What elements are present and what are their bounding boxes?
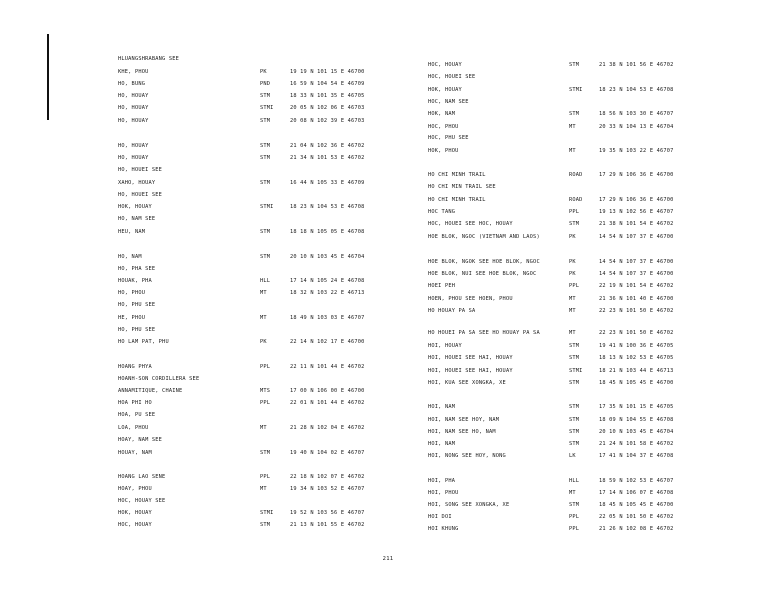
- feature-code: MT: [260, 315, 267, 321]
- entry-name: HO CHI MINH TRAIL: [428, 197, 486, 203]
- entry-name: ANNAMITIQUE, CHAINE: [118, 388, 183, 394]
- feature-code: STM: [260, 180, 271, 186]
- entry-name: HO, HOUEI SEE: [118, 192, 163, 198]
- coordinates: 18 32 N 103 22 E 46713: [290, 290, 365, 296]
- feature-code: PND: [260, 81, 271, 87]
- entry-name: HO, PHA SEE: [118, 266, 156, 272]
- feature-code: STM: [260, 155, 271, 161]
- entry-name: HOK, HOUAY: [118, 510, 152, 516]
- feature-code: STM: [260, 118, 271, 124]
- feature-code: STMI: [569, 368, 583, 374]
- coordinates: 20 10 N 103 45 E 46704: [599, 429, 674, 435]
- coordinates: 21 38 N 101 56 E 46702: [599, 62, 674, 68]
- entry-name: HO, HOUAY: [118, 93, 149, 99]
- coordinates: 22 11 N 101 44 E 46702: [290, 364, 365, 370]
- coordinates: 17 35 N 101 15 E 46705: [599, 404, 674, 410]
- feature-code: STM: [260, 93, 271, 99]
- coordinates: 17 00 N 106 00 E 46700: [290, 388, 365, 394]
- feature-code: STM: [569, 441, 580, 447]
- coordinates: 18 13 N 102 53 E 46705: [599, 355, 674, 361]
- coordinates: 21 28 N 102 04 E 46702: [290, 425, 365, 431]
- feature-code: MT: [260, 486, 267, 492]
- feature-code: STM: [569, 355, 580, 361]
- entry-name: HOANG PHYA: [118, 364, 152, 370]
- coordinates: 22 14 N 102 17 E 46700: [290, 339, 365, 345]
- feature-code: PPL: [260, 364, 271, 370]
- coordinates: 17 14 N 106 07 E 46708: [599, 490, 674, 496]
- entry-name: HO, HOUEI SEE: [118, 167, 163, 173]
- feature-code: PK: [569, 234, 576, 240]
- coordinates: 18 23 N 104 53 E 46708: [290, 204, 365, 210]
- entry-name: HLUANGSHRABANG SEE: [118, 56, 180, 62]
- feature-code: ROAD: [569, 172, 583, 178]
- entry-name: HO CHI MINH TRAIL: [428, 172, 486, 178]
- entry-name: HOI DOI: [428, 514, 452, 520]
- coordinates: 17 29 N 106 36 E 46700: [599, 197, 674, 203]
- coordinates: 17 14 N 105 24 E 46708: [290, 278, 365, 284]
- entry-name: HOANG LAO SENE: [118, 474, 166, 480]
- entry-name: HOE BLOK, NGOK SEE HOE BLOK, NGOC: [428, 259, 540, 265]
- coordinates: 19 13 N 102 56 E 46707: [599, 209, 674, 215]
- coordinates: 22 19 N 101 54 E 46702: [599, 283, 674, 289]
- entry-name: HO, NAM SEE: [118, 216, 156, 222]
- feature-code: MT: [569, 308, 576, 314]
- coordinates: 14 54 N 107 37 E 46700: [599, 259, 674, 265]
- entry-name: HE, PHOU: [118, 315, 146, 321]
- feature-code: STMI: [260, 510, 274, 516]
- feature-code: STM: [569, 502, 580, 508]
- feature-code: LK: [569, 453, 576, 459]
- coordinates: 19 40 N 104 02 E 46707: [290, 450, 365, 456]
- coordinates: 19 41 N 100 36 E 46705: [599, 343, 674, 349]
- entry-name: HOI, HOUAY: [428, 343, 462, 349]
- coordinates: 21 36 N 101 40 E 46700: [599, 296, 674, 302]
- feature-code: STM: [260, 522, 271, 528]
- coordinates: 21 38 N 101 54 E 46702: [599, 221, 674, 227]
- feature-code: MT: [569, 296, 576, 302]
- feature-code: PK: [569, 259, 576, 265]
- feature-code: STM: [260, 143, 271, 149]
- entry-name: HOC, PHU SEE: [428, 135, 469, 141]
- feature-code: STM: [569, 404, 580, 410]
- entry-name: HOI, PHOU: [428, 490, 459, 496]
- coordinates: 22 18 N 102 07 E 46702: [290, 474, 365, 480]
- entry-name: HO LAM PAT, PHU: [118, 339, 169, 345]
- entry-name: HO, NAM: [118, 254, 142, 260]
- entry-name: HOI, NAM SEE HO, NAM: [428, 429, 496, 435]
- feature-code: PPL: [569, 209, 580, 215]
- entry-name: HOAY, PHOU: [118, 486, 152, 492]
- entry-name: HOC, PHOU: [428, 124, 459, 130]
- feature-code: MT: [260, 425, 267, 431]
- entry-name: KHE, PHOU: [118, 69, 149, 75]
- feature-code: STM: [260, 229, 271, 235]
- entry-name: HO HOUAY PA SA: [428, 308, 476, 314]
- entry-name: HOI, NONG SEE HOY, NONG: [428, 453, 506, 459]
- entry-name: HOI, NAM: [428, 441, 456, 447]
- entry-name: HOC, NAM SEE: [428, 99, 469, 105]
- entry-name: HOK, HOUAY: [118, 204, 152, 210]
- entry-name: HEU, NAM: [118, 229, 146, 235]
- entry-name: HO CHI MIN TRAIL SEE: [428, 184, 496, 190]
- coordinates: 19 52 N 103 56 E 46707: [290, 510, 365, 516]
- feature-code: MT: [569, 490, 576, 496]
- entry-name: HOI, KUA SEE XONGKA, XE: [428, 380, 506, 386]
- coordinates: 21 13 N 101 55 E 46702: [290, 522, 365, 528]
- entry-name: HOE BLOK, NGOC (VIETNAM AND LAOS): [428, 234, 540, 240]
- feature-code: STM: [569, 429, 580, 435]
- coordinates: 21 26 N 102 08 E 46702: [599, 526, 674, 532]
- margin-mark: [47, 34, 49, 120]
- coordinates: 20 10 N 103 45 E 46704: [290, 254, 365, 260]
- coordinates: 18 45 N 105 45 E 46700: [599, 502, 674, 508]
- coordinates: 18 21 N 103 44 E 46713: [599, 368, 674, 374]
- feature-code: HLL: [260, 278, 271, 284]
- entry-name: HOUAY, NAM: [118, 450, 152, 456]
- coordinates: 22 23 N 101 50 E 46702: [599, 330, 674, 336]
- coordinates: 19 19 N 101 15 E 46700: [290, 69, 365, 75]
- entry-name: HOC, HOUAY: [118, 522, 152, 528]
- page-number: 211: [382, 556, 394, 562]
- coordinates: 21 24 N 101 58 E 46702: [599, 441, 674, 447]
- entry-name: HO, HOUAY: [118, 143, 149, 149]
- entry-name: HOI, NAM SEE HOY, NAM: [428, 417, 500, 423]
- entry-name: HO, HOUAY: [118, 105, 149, 111]
- entry-name: HOUAK, PHA: [118, 278, 152, 284]
- feature-code: STM: [569, 221, 580, 227]
- coordinates: 19 34 N 103 52 E 46707: [290, 486, 365, 492]
- entry-name: HOK, HOUAY: [428, 87, 462, 93]
- feature-code: MT: [260, 290, 267, 296]
- entry-name: HO, PHU SEE: [118, 327, 156, 333]
- feature-code: STM: [569, 343, 580, 349]
- coordinates: 18 23 N 104 53 E 46708: [599, 87, 674, 93]
- coordinates: 18 18 N 105 05 E 46708: [290, 229, 365, 235]
- coordinates: 14 54 N 107 37 E 46700: [599, 234, 674, 240]
- coordinates: 17 41 N 104 37 E 46708: [599, 453, 674, 459]
- coordinates: 22 05 N 101 50 E 46702: [599, 514, 674, 520]
- feature-code: PPL: [569, 283, 580, 289]
- entry-name: HOEN, PHOU SEE HOEN, PHOU: [428, 296, 513, 302]
- entry-name: HOK, PHOU: [428, 148, 459, 154]
- coordinates: 18 56 N 103 30 E 46707: [599, 111, 674, 117]
- entry-name: HOC, HOUAY: [428, 62, 462, 68]
- coordinates: 18 59 N 102 53 E 46707: [599, 478, 674, 484]
- entry-name: HOAY, NAM SEE: [118, 437, 163, 443]
- coordinates: 17 29 N 106 36 E 46700: [599, 172, 674, 178]
- coordinates: 18 49 N 103 03 E 46707: [290, 315, 365, 321]
- feature-code: PPL: [569, 526, 580, 532]
- coordinates: 18 33 N 101 35 E 46705: [290, 93, 365, 99]
- feature-code: STMI: [260, 204, 274, 210]
- entry-name: HO, HOUAY: [118, 118, 149, 124]
- coordinates: 22 23 N 101 50 E 46702: [599, 308, 674, 314]
- feature-code: PPL: [260, 474, 271, 480]
- coordinates: 14 54 N 107 37 E 46700: [599, 271, 674, 277]
- coordinates: 20 05 N 102 06 E 46703: [290, 105, 365, 111]
- feature-code: MTS: [260, 388, 271, 394]
- entry-name: HOANH-SON CORDILLERA SEE: [118, 376, 200, 382]
- entry-name: HOA PHI HO: [118, 400, 152, 406]
- feature-code: STMI: [569, 87, 583, 93]
- feature-code: HLL: [569, 478, 580, 484]
- entry-name: HOI, PHA: [428, 478, 456, 484]
- feature-code: PPL: [260, 400, 271, 406]
- coordinates: 21 34 N 101 53 E 46702: [290, 155, 365, 161]
- entry-name: HOI, NAM: [428, 404, 456, 410]
- entry-name: HOI, SONG SEE XONGKA, XE: [428, 502, 510, 508]
- entry-name: HOI KHUNG: [428, 526, 459, 532]
- feature-code: STM: [260, 254, 271, 260]
- feature-code: PK: [260, 339, 267, 345]
- entry-name: HO, PHOU: [118, 290, 146, 296]
- coordinates: 16 59 N 104 54 E 46709: [290, 81, 365, 87]
- entry-name: HOC, HOUEI SEE: [428, 74, 476, 80]
- feature-code: MT: [569, 148, 576, 154]
- entry-name: HOE BLOK, NUI SEE HOE BLOK, NGOC: [428, 271, 537, 277]
- feature-code: STM: [569, 62, 580, 68]
- entry-name: LOA, PHOU: [118, 425, 149, 431]
- feature-code: MT: [569, 330, 576, 336]
- feature-code: PK: [569, 271, 576, 277]
- feature-code: PK: [260, 69, 267, 75]
- entry-name: HOI, HOUEI SEE HAI, HOUAY: [428, 355, 513, 361]
- entry-name: HOC TANG: [428, 209, 456, 215]
- feature-code: STMI: [260, 105, 274, 111]
- feature-code: STM: [569, 417, 580, 423]
- coordinates: 20 08 N 102 39 E 46703: [290, 118, 365, 124]
- feature-code: PPL: [569, 514, 580, 520]
- entry-name: HOEI PEH: [428, 283, 456, 289]
- entry-name: HO HOUEI PA SA SEE HO HOUAY PA SA: [428, 330, 540, 336]
- feature-code: MT: [569, 124, 576, 130]
- coordinates: 16 44 N 105 33 E 46709: [290, 180, 365, 186]
- entry-name: XAHO, HOUAY: [118, 180, 156, 186]
- coordinates: 19 35 N 103 22 E 46707: [599, 148, 674, 154]
- coordinates: 18 09 N 104 55 E 46708: [599, 417, 674, 423]
- entry-name: HO, BUNG: [118, 81, 146, 87]
- entry-name: HOA, PU SEE: [118, 412, 156, 418]
- coordinates: 21 04 N 102 36 E 46702: [290, 143, 365, 149]
- feature-code: STM: [569, 380, 580, 386]
- coordinates: 22 01 N 101 44 E 46702: [290, 400, 365, 406]
- entry-name: HOC, HOUEI SEE HOC, HOUAY: [428, 221, 513, 227]
- feature-code: ROAD: [569, 197, 583, 203]
- entry-name: HOC, HOUAY SEE: [118, 498, 166, 504]
- coordinates: 18 45 N 105 45 E 46700: [599, 380, 674, 386]
- coordinates: 20 33 N 104 13 E 46704: [599, 124, 674, 130]
- entry-name: HOK, NAM: [428, 111, 456, 117]
- entry-name: HO, PHU SEE: [118, 302, 156, 308]
- feature-code: STM: [260, 450, 271, 456]
- entry-name: HOI, HOUEI SEE HAI, HOUAY: [428, 368, 513, 374]
- entry-name: HO, HOUAY: [118, 155, 149, 161]
- feature-code: STM: [569, 111, 580, 117]
